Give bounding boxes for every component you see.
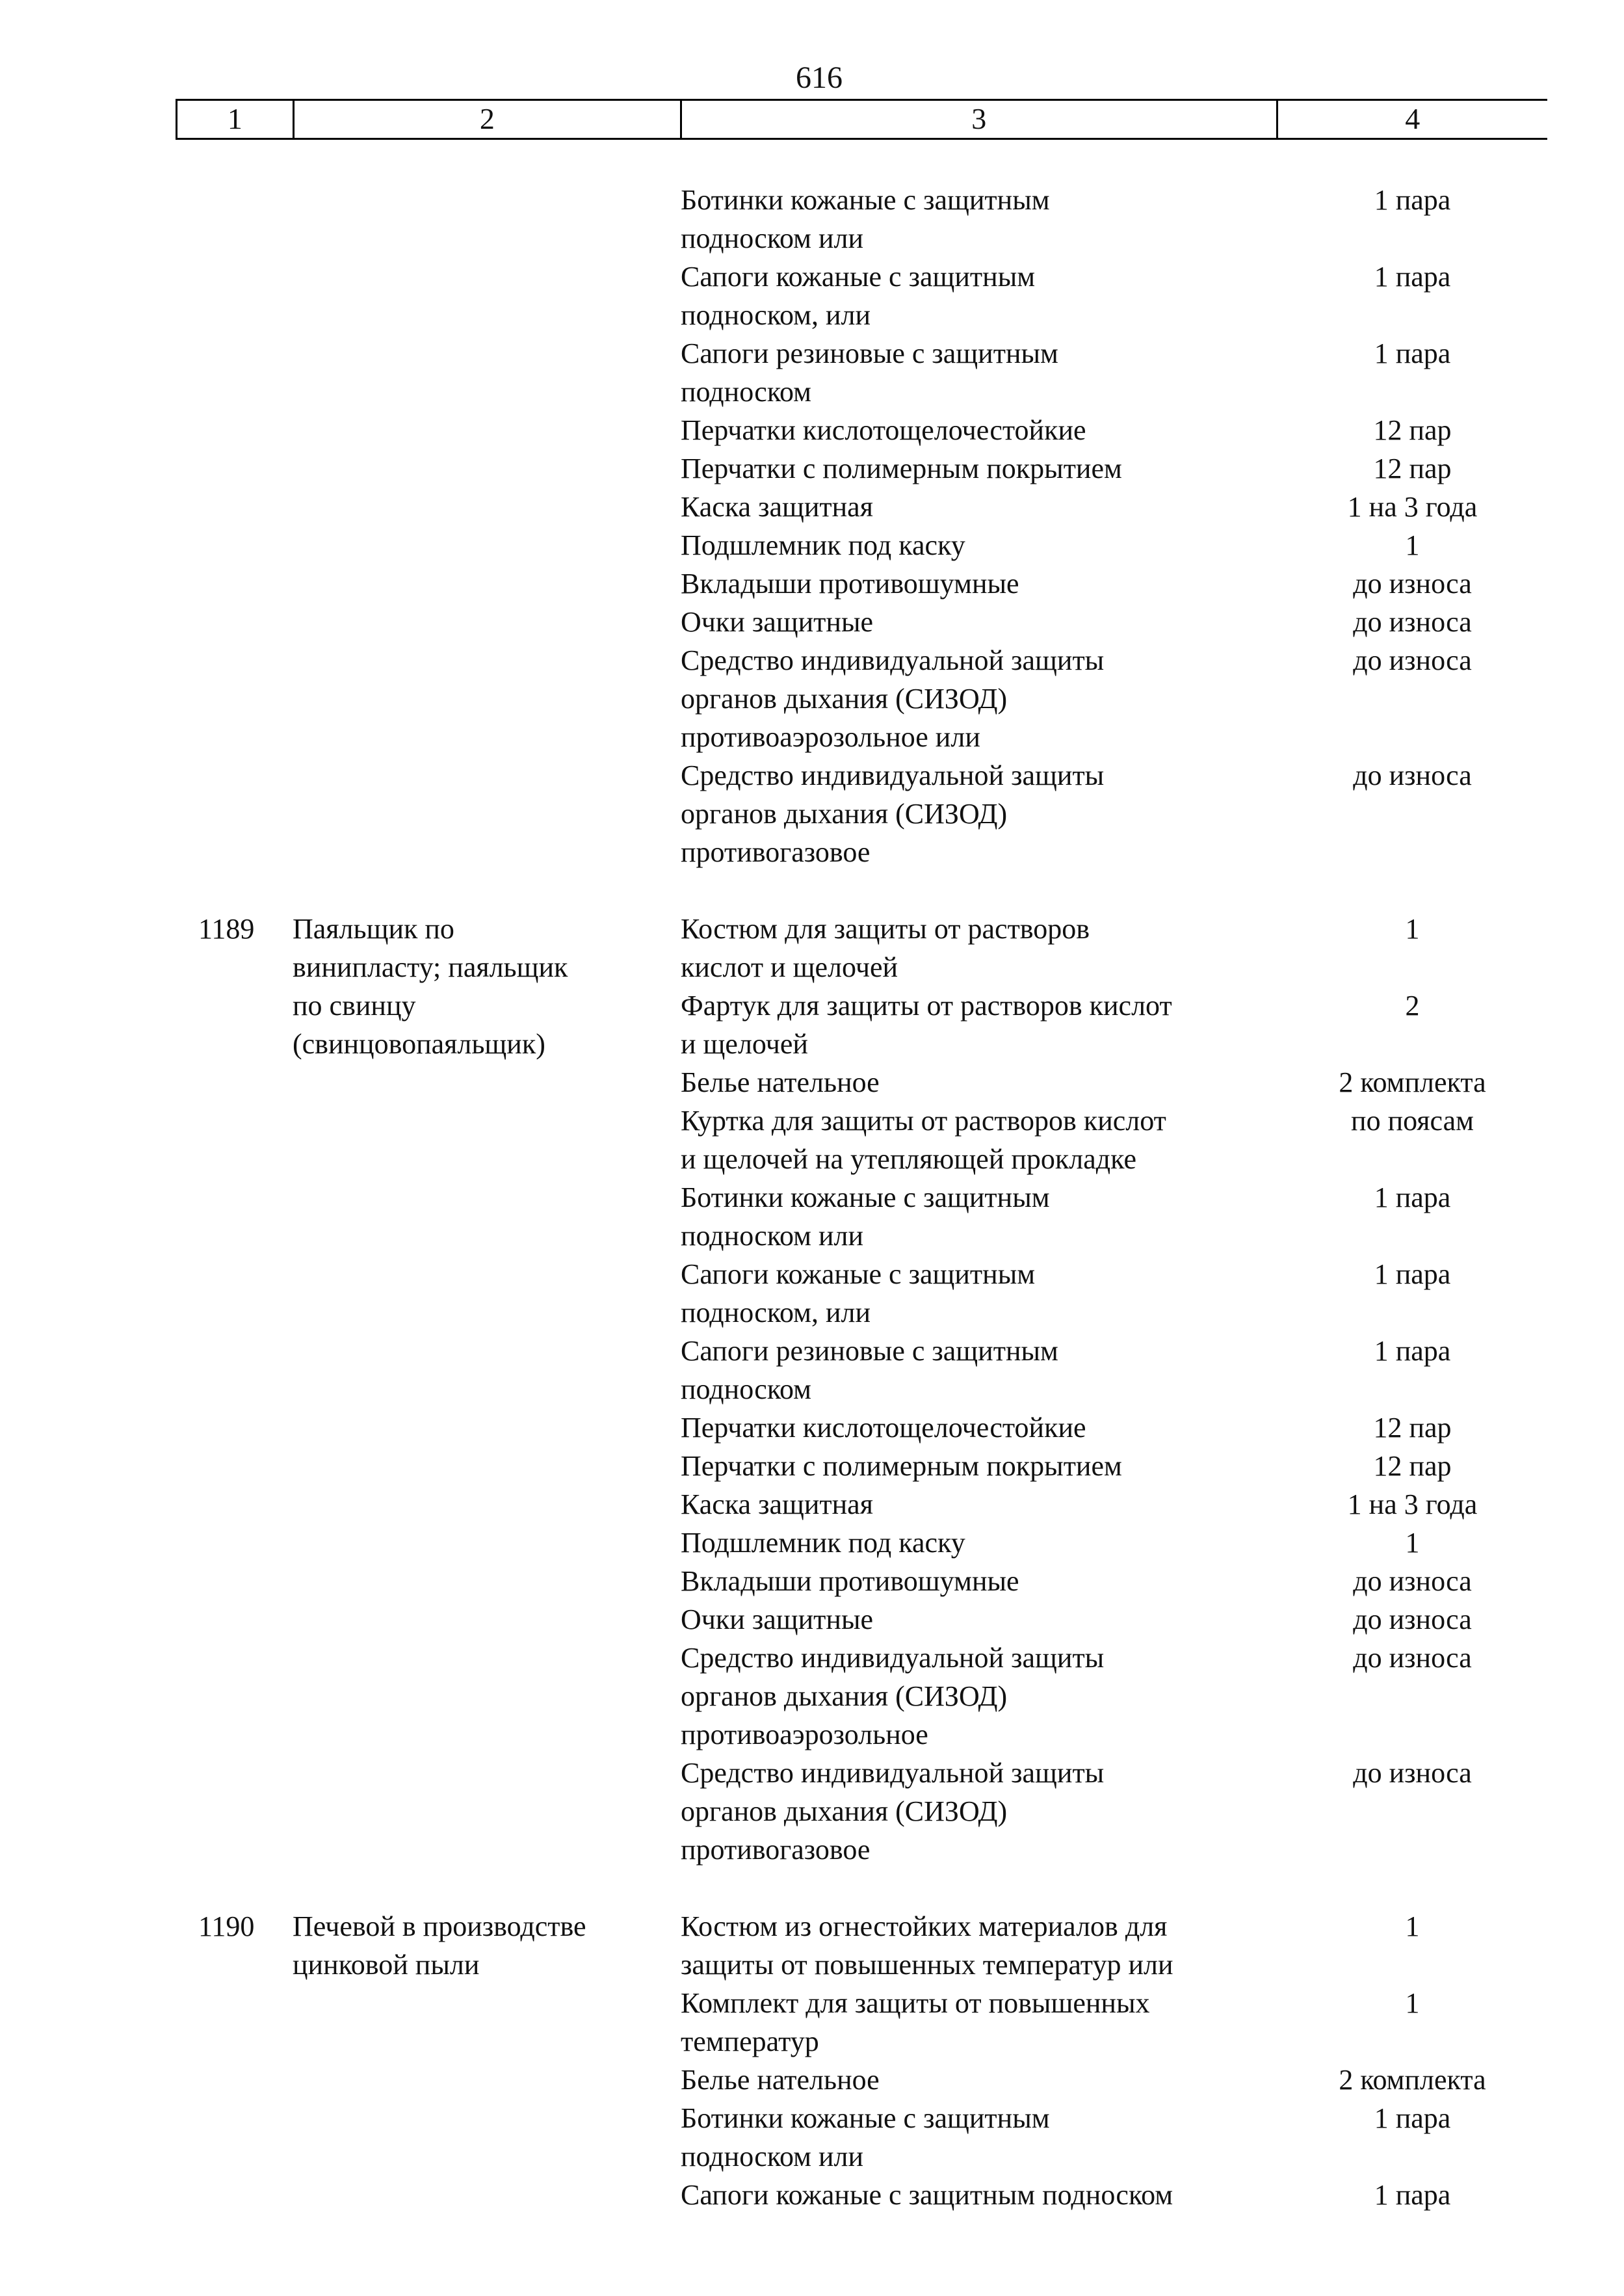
- ppe-item-norm: 1 пара: [1374, 184, 1451, 216]
- ppe-item-norm: 12 пар: [1373, 453, 1452, 484]
- ppe-item-row: [681, 1102, 1547, 1178]
- ppe-item-name: [681, 1485, 1277, 1524]
- ppe-item-name: [681, 1178, 1277, 1255]
- ppe-item-norm: 1: [1405, 1987, 1420, 2019]
- ppe-item-norm: 12 пар: [1373, 1412, 1452, 1444]
- ppe-item-name: [681, 1408, 1277, 1447]
- ppe-item-name-line: Костюм из огнестойких материалов для: [681, 1910, 1168, 1942]
- ppe-item-name: [681, 1255, 1277, 1332]
- ppe-item-norm: 12 пар: [1373, 1450, 1452, 1482]
- profession-title-line: винипласту; паяльщик: [293, 951, 568, 983]
- ppe-item-name-line: подноском: [681, 376, 811, 408]
- ppe-item-name-line: Костюм для защиты от растворов: [681, 913, 1090, 945]
- ppe-item-name: [681, 2061, 1277, 2099]
- ppe-item-name-line: и щелочей на утепляющей прокладке: [681, 1143, 1136, 1175]
- ppe-item-name: [681, 756, 1277, 871]
- table-header-row: [176, 99, 1547, 140]
- profession-number: 1189: [198, 913, 255, 945]
- ppe-item-row: [681, 1485, 1547, 1524]
- ppe-item-row: [681, 1754, 1547, 1869]
- ppe-item-norm: 2: [1405, 990, 1420, 1022]
- ppe-item-name-line: защиты от повышенных температур или: [681, 1949, 1173, 1981]
- ppe-item-norm: до износа: [1353, 1642, 1472, 1674]
- ppe-item-row: [681, 334, 1547, 411]
- ppe-item-name: [681, 986, 1277, 1063]
- ppe-item-name: [681, 488, 1277, 526]
- ppe-item-name-line: Сапоги кожаные с защитным подноском: [681, 2179, 1173, 2211]
- ppe-item-row: [681, 1639, 1547, 1754]
- ppe-item-name-line: подноском или: [681, 2141, 864, 2172]
- ppe-item-norm: до износа: [1353, 1757, 1472, 1789]
- ppe-item-row: [681, 1255, 1547, 1332]
- profession-group: [176, 181, 1547, 871]
- ppe-item-name-line: Каска защитная: [681, 1488, 873, 1520]
- ppe-item-norm: 1: [1405, 529, 1420, 561]
- ppe-item-row: [681, 449, 1547, 488]
- ppe-item-name: [681, 181, 1277, 257]
- ppe-item-name-line: подноском: [681, 1373, 811, 1405]
- ppe-item-name-line: Перчатки кислотощелочестойкие: [681, 414, 1086, 446]
- ppe-item-row: [681, 488, 1547, 526]
- header-col-3: 3: [682, 101, 1278, 138]
- ppe-item-norm: 1 пара: [1374, 2102, 1451, 2134]
- profession-title-line: по свинцу: [293, 990, 416, 1022]
- ppe-item-row: [681, 1600, 1547, 1639]
- ppe-item-row: [681, 526, 1547, 564]
- ppe-items-list: [681, 1907, 1547, 2214]
- ppe-item-name-line: противогазовое: [681, 836, 871, 868]
- ppe-item-name: [681, 334, 1277, 411]
- ppe-item-norm: до износа: [1353, 1565, 1472, 1597]
- ppe-item-row: [681, 2061, 1547, 2099]
- ppe-item-name: [681, 1754, 1277, 1869]
- ppe-item-name-line: Средство индивидуальной защиты: [681, 759, 1105, 791]
- ppe-item-name-line: органов дыхания (СИЗОД): [681, 683, 1008, 715]
- ppe-item-name: [681, 1063, 1277, 1102]
- ppe-item-name: [681, 1332, 1277, 1408]
- ppe-item-name: [681, 641, 1277, 756]
- profession-title: [293, 181, 681, 871]
- ppe-item-norm: 1: [1405, 1910, 1420, 1942]
- profession-title-line: Печевой в производстве: [293, 1910, 586, 1942]
- header-col-1: 1: [177, 101, 295, 138]
- ppe-item-name-line: и щелочей: [681, 1028, 808, 1060]
- ppe-item-row: [681, 411, 1547, 449]
- ppe-item-name-line: Сапоги кожаные с защитным: [681, 1258, 1036, 1290]
- ppe-item-name-line: кислот и щелочей: [681, 951, 898, 983]
- ppe-item-norm: 1 пара: [1374, 2179, 1451, 2211]
- ppe-item-row: [681, 564, 1547, 603]
- ppe-item-row: [681, 756, 1547, 871]
- ppe-item-name: [681, 1907, 1277, 1984]
- ppe-item-name-line: Ботинки кожаные с защитным: [681, 2102, 1050, 2134]
- ppe-item-row: [681, 2099, 1547, 2176]
- ppe-item-name-line: органов дыхания (СИЗОД): [681, 1795, 1008, 1827]
- ppe-items-list: [681, 910, 1547, 1869]
- ppe-item-norm: 1 пара: [1374, 261, 1451, 293]
- page-number: 616: [796, 60, 843, 95]
- ppe-item-name-line: органов дыхания (СИЗОД): [681, 1680, 1008, 1712]
- ppe-item-name: [681, 603, 1277, 641]
- profession-number: [176, 181, 293, 871]
- ppe-item-name-line: Средство индивидуальной защиты: [681, 1642, 1105, 1674]
- ppe-item-name-line: Каска защитная: [681, 491, 873, 523]
- ppe-item-row: [681, 1447, 1547, 1485]
- ppe-item-name: [681, 564, 1277, 603]
- ppe-item-name-line: Очки защитные: [681, 1603, 874, 1635]
- ppe-item-norm: 12 пар: [1373, 414, 1452, 446]
- ppe-item-name-line: Сапоги резиновые с защитным: [681, 337, 1058, 369]
- profession-title-line: (свинцовопаяльщик): [293, 1028, 545, 1060]
- ppe-item-row: [681, 1178, 1547, 1255]
- ppe-item-norm: 1: [1405, 913, 1420, 945]
- ppe-item-name-line: Подшлемник под каску: [681, 1527, 965, 1559]
- ppe-item-row: [681, 1907, 1547, 1984]
- ppe-item-row: [681, 1408, 1547, 1447]
- ppe-item-name: [681, 526, 1277, 564]
- ppe-item-name: [681, 1102, 1277, 1178]
- ppe-item-name: [681, 1984, 1277, 2061]
- ppe-item-row: [681, 1562, 1547, 1600]
- ppe-item-row: [681, 2176, 1547, 2214]
- ppe-item-name-line: Ботинки кожаные с защитным: [681, 1181, 1050, 1213]
- ppe-item-row: [681, 603, 1547, 641]
- profession-number: 1190: [198, 1910, 255, 1942]
- profession-title-line: Паяльщик по: [293, 913, 454, 945]
- ppe-item-row: [681, 181, 1547, 257]
- ppe-item-name-line: Ботинки кожаные с защитным: [681, 184, 1050, 216]
- ppe-item-name-line: противоаэрозольное или: [681, 721, 980, 753]
- ppe-item-name-line: противогазовое: [681, 1834, 871, 1866]
- ppe-item-name: [681, 2099, 1277, 2176]
- ppe-item-norm: 1 пара: [1374, 1335, 1451, 1367]
- ppe-item-name: [681, 257, 1277, 334]
- ppe-item-norm: 1 пара: [1374, 337, 1451, 369]
- ppe-item-name-line: Перчатки с полимерным покрытием: [681, 453, 1122, 484]
- ppe-item-norm: до износа: [1353, 606, 1472, 638]
- ppe-item-name-line: Средство индивидуальной защиты: [681, 1757, 1105, 1789]
- ppe-item-name-line: противоаэрозольное: [681, 1719, 928, 1750]
- ppe-item-name-line: Комплект для защиты от повышенных: [681, 1987, 1150, 2019]
- ppe-item-row: [681, 641, 1547, 756]
- ppe-item-name: [681, 1639, 1277, 1754]
- ppe-item-norm: по поясам: [1351, 1105, 1474, 1137]
- ppe-item-norm: 1 на 3 года: [1347, 491, 1478, 523]
- ppe-item-row: [681, 1984, 1547, 2061]
- ppe-item-row: [681, 986, 1547, 1063]
- ppe-item-norm: 1 пара: [1374, 1181, 1451, 1213]
- ppe-item-name-line: Подшлемник под каску: [681, 529, 965, 561]
- ppe-item-row: [681, 1524, 1547, 1562]
- ppe-table-body: [176, 181, 1547, 2214]
- ppe-item-row: [681, 1063, 1547, 1102]
- ppe-item-name-line: подноском или: [681, 1220, 864, 1252]
- ppe-item-name-line: Средство индивидуальной защиты: [681, 644, 1105, 676]
- ppe-item-row: [681, 910, 1547, 986]
- profession-title-line: цинковой пыли: [293, 1949, 480, 1981]
- ppe-item-norm: 2 комплекта: [1339, 2064, 1486, 2096]
- ppe-item-name-line: Перчатки кислотощелочестойкие: [681, 1412, 1086, 1444]
- ppe-item-name-line: Вкладыши противошумные: [681, 1565, 1019, 1597]
- ppe-item-name-line: Белье нательное: [681, 1066, 880, 1098]
- ppe-item-name: [681, 910, 1277, 986]
- ppe-item-name-line: Перчатки с полимерным покрытием: [681, 1450, 1122, 1482]
- ppe-item-row: [681, 257, 1547, 334]
- profession-group: [176, 910, 1547, 1869]
- ppe-item-norm: до износа: [1353, 759, 1472, 791]
- header-col-2: 2: [295, 101, 682, 138]
- ppe-item-name-line: Сапоги резиновые с защитным: [681, 1335, 1058, 1367]
- ppe-item-name: [681, 1562, 1277, 1600]
- profession-title: [293, 910, 681, 1869]
- ppe-items-list: [681, 181, 1547, 871]
- ppe-item-name-line: Куртка для защиты от растворов кислот: [681, 1105, 1166, 1137]
- ppe-item-name: [681, 2176, 1277, 2214]
- ppe-item-norm: 1 на 3 года: [1347, 1488, 1478, 1520]
- ppe-item-row: [681, 1332, 1547, 1408]
- profession-group: [176, 1907, 1547, 2214]
- ppe-item-name-line: Белье нательное: [681, 2064, 880, 2096]
- ppe-item-name-line: органов дыхания (СИЗОД): [681, 798, 1008, 830]
- ppe-item-name: [681, 1447, 1277, 1485]
- ppe-item-norm: до износа: [1353, 644, 1472, 676]
- ppe-item-name: [681, 1600, 1277, 1639]
- ppe-item-name-line: подноском или: [681, 222, 864, 254]
- ppe-item-name: [681, 449, 1277, 488]
- ppe-item-norm: до износа: [1353, 1603, 1472, 1635]
- header-col-4: 4: [1405, 102, 1421, 135]
- ppe-item-norm: 2 комплекта: [1339, 1066, 1486, 1098]
- profession-title: [293, 1907, 681, 2214]
- ppe-item-name-line: подноском, или: [681, 1297, 871, 1328]
- ppe-item-norm: 1: [1405, 1527, 1420, 1559]
- ppe-item-name: [681, 1524, 1277, 1562]
- ppe-item-name-line: Вкладыши противошумные: [681, 568, 1019, 600]
- ppe-item-norm: до износа: [1353, 568, 1472, 600]
- ppe-item-name-line: подноском, или: [681, 299, 871, 331]
- ppe-item-name-line: температур: [681, 2025, 819, 2057]
- ppe-item-name: [681, 411, 1277, 449]
- ppe-item-name-line: Очки защитные: [681, 606, 874, 638]
- ppe-item-norm: 1 пара: [1374, 1258, 1451, 1290]
- ppe-item-name-line: Фартук для защиты от растворов кислот: [681, 990, 1172, 1022]
- ppe-item-name-line: Сапоги кожаные с защитным: [681, 261, 1036, 293]
